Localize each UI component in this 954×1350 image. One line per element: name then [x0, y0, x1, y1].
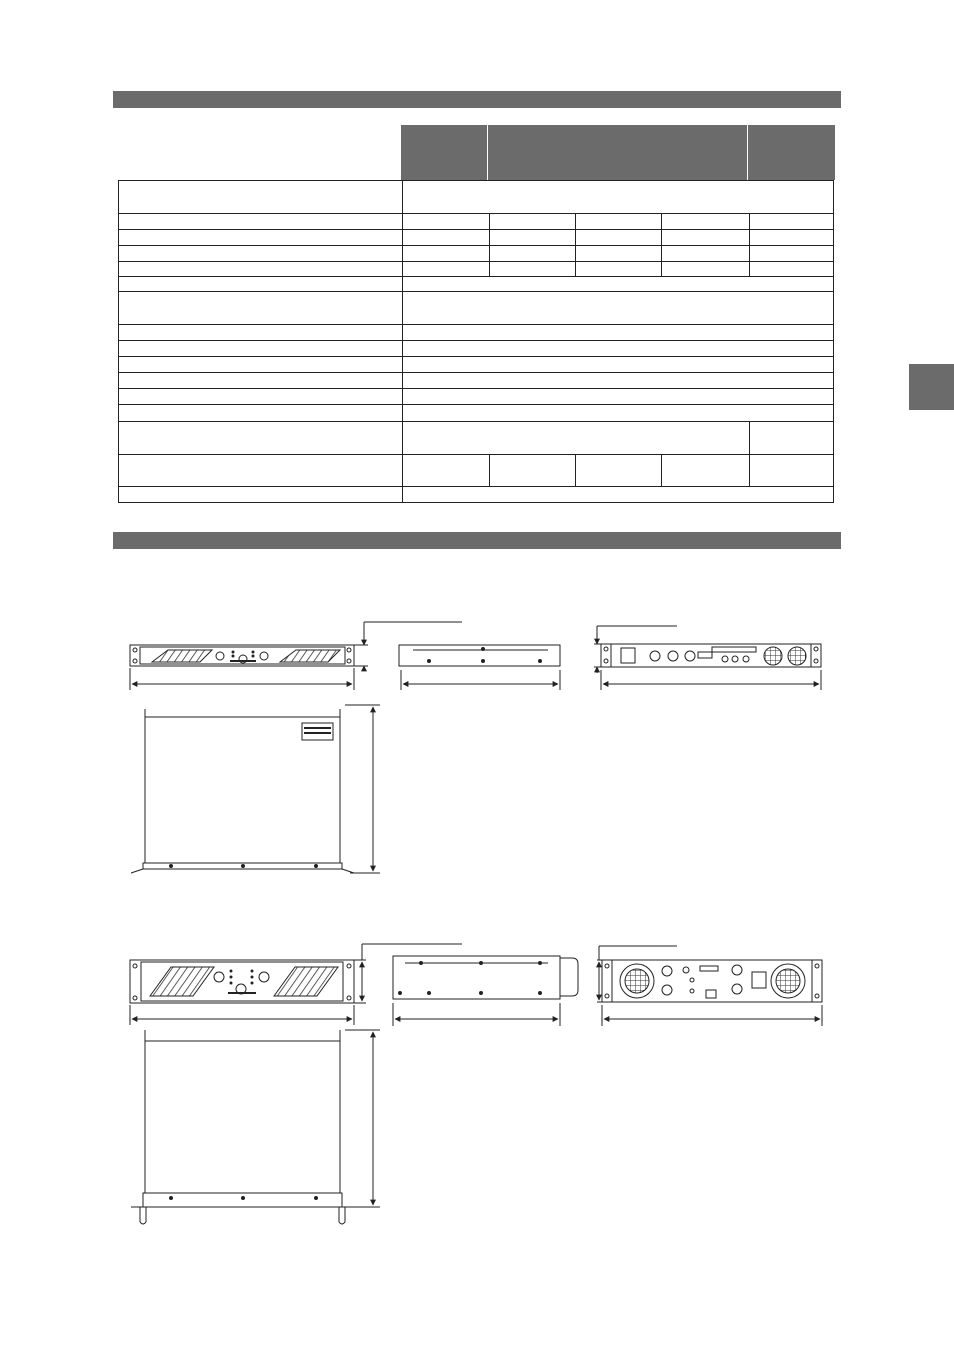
- power-inlet-icon: [621, 648, 635, 663]
- speakon-connector-icon: [662, 985, 672, 995]
- side-view-2u: [393, 956, 578, 1026]
- rear-view-2u: [597, 946, 822, 1026]
- top-view-1u: [131, 705, 380, 873]
- knob-icon: [216, 652, 224, 660]
- knob-icon: [259, 972, 269, 982]
- fan-icon: [764, 647, 782, 665]
- rear-view-1u: [594, 626, 821, 690]
- front-view-1u: [130, 622, 462, 690]
- xlr-connector-icon: [732, 984, 742, 994]
- speakon-connector-icon: [650, 651, 660, 661]
- speakon-connector-icon: [668, 651, 678, 661]
- label-plate: [302, 723, 333, 740]
- xlr-connector-icon: [685, 651, 695, 661]
- power-inlet-icon: [752, 972, 766, 988]
- handle: [560, 958, 578, 996]
- side-view-1u: [399, 645, 560, 690]
- speakon-connector-icon: [662, 966, 672, 976]
- knob-icon: [260, 652, 268, 660]
- handle: [339, 1207, 345, 1224]
- top-view-2u: [131, 1030, 380, 1224]
- handle: [140, 1207, 146, 1224]
- fan-icon: [788, 647, 806, 665]
- knob-icon: [214, 972, 224, 982]
- xlr-connector-icon: [732, 965, 742, 975]
